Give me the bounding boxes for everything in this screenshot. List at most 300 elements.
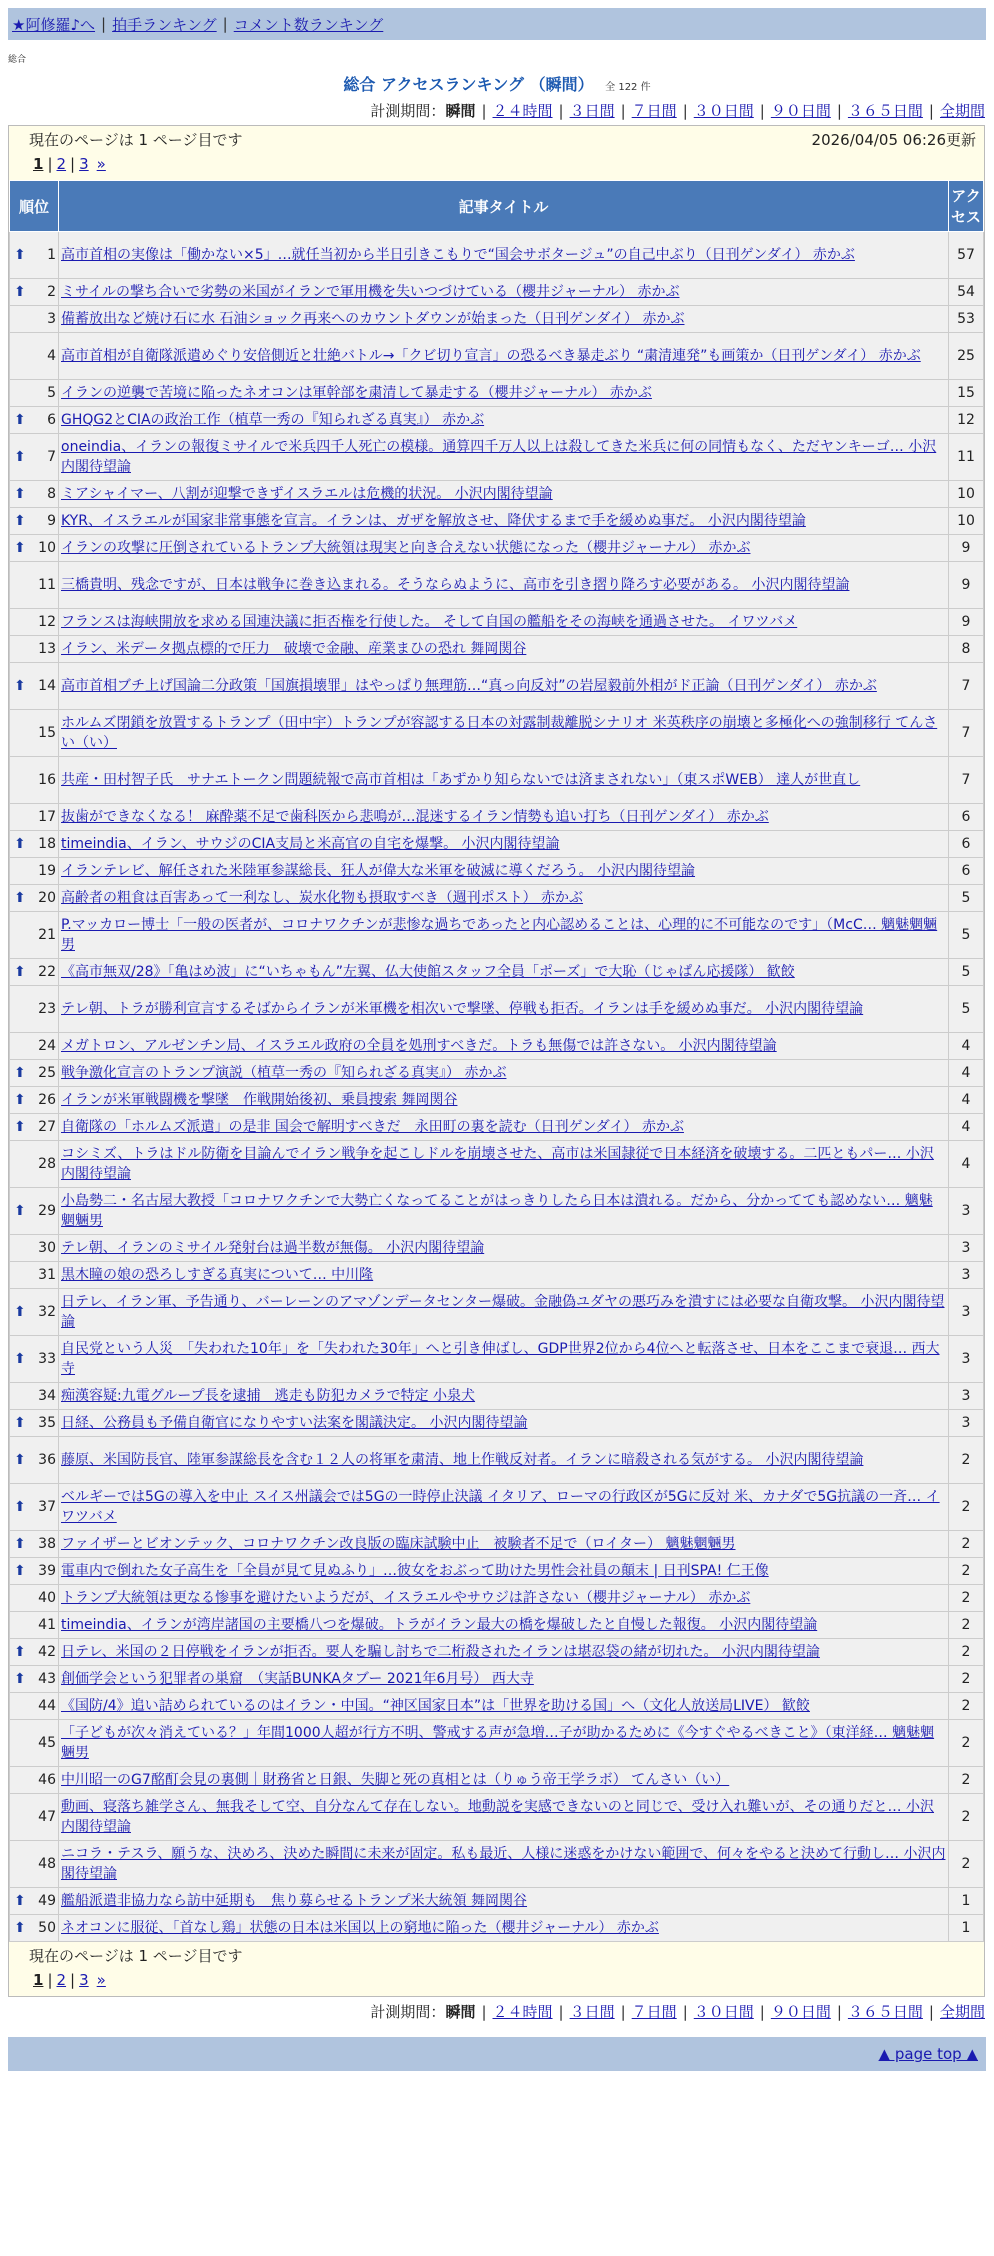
access-count: 5 (949, 959, 984, 986)
access-count: 6 (949, 804, 984, 831)
access-count: 2 (949, 1639, 984, 1666)
table-row (10, 959, 984, 986)
article-link[interactable]: 《国防/4》追い詰められているのはイラン・中国。“神区国家日本”は「世界を助ける国」へ（文化人放送局LIVE） 歓餃 (61, 1698, 810, 1714)
article-link[interactable]: 痴漢容疑:九電グループ長を逮捕 逃走も防犯カメラで特定 小泉犬 (61, 1388, 476, 1404)
page-top-link[interactable]: ▲ page top ▲ (878, 2045, 978, 2063)
rank-up-arrow-icon: ⬆ (14, 1119, 26, 1135)
access-header: アクセス (949, 181, 984, 232)
title-cell (59, 1060, 949, 1087)
title-cell (59, 1484, 949, 1531)
article-link[interactable]: 日テレ、イラン軍、予告通り、バーレーンのアマゾンデータセンター爆破。金融偽ユダヤの悪巧みを潰すには必要な自衛攻撃。 小沢内閣待望論 (61, 1294, 945, 1330)
access-count: 57 (949, 232, 984, 279)
current-page-text: 現在のページは 1 ページ目です (29, 1947, 243, 1965)
rank-up-arrow-icon: ⬆ (14, 540, 26, 556)
rank-number: 44 (38, 1698, 56, 1714)
title-cell (59, 636, 949, 663)
category-tag: 総合 (8, 55, 27, 65)
period-option[interactable]: 全期間 (939, 102, 985, 120)
rank-number: 3 (47, 311, 56, 327)
home-link[interactable]: ★阿修羅♪へ (12, 15, 96, 34)
access-count: 9 (949, 562, 984, 609)
rank-number: 30 (38, 1240, 56, 1256)
title-cell (59, 1767, 949, 1794)
access-count: 1 (949, 1888, 984, 1915)
rank-number: 41 (38, 1617, 56, 1633)
table-row (10, 232, 984, 279)
article-link[interactable]: oneindia、イランの報復ミサイルで米兵四千人死亡の模様。通算四千万人以上は殺してきた米兵に何の同情もなく、ただヤンキーゴ… 小沢内閣待望論 (61, 439, 937, 475)
table-row (10, 407, 984, 434)
rank-number: 13 (38, 641, 56, 657)
table-row (10, 1767, 984, 1794)
table-row (10, 535, 984, 562)
access-count: 4 (949, 1141, 984, 1188)
rank-up-arrow-icon: ⬆ (14, 1092, 26, 1108)
title-cell (59, 1720, 949, 1767)
rank-cell (10, 1383, 59, 1410)
rank-number: 10 (38, 540, 56, 556)
pager-bottom (9, 1942, 984, 1996)
period-option[interactable]: ２４時間 (492, 2003, 553, 2021)
title-cell (59, 1410, 949, 1437)
page-link[interactable]: 3 (79, 155, 89, 173)
table-row (10, 1531, 984, 1558)
article-link[interactable]: イラン、米データ拠点標的で圧力 破壊で金融、産業まひの恐れ 舞岡関谷 (61, 641, 527, 657)
rank-number: 18 (38, 836, 56, 852)
period-option[interactable]: ３０日間 (693, 102, 754, 120)
access-count: 2 (949, 1767, 984, 1794)
table-row (10, 912, 984, 959)
rank-cell (10, 1087, 59, 1114)
title-cell (59, 508, 949, 535)
table-row (10, 1693, 984, 1720)
article-link[interactable]: GHQG2とCIAの政治工作（植草一秀の『知られざる真実』） 赤かぶ (61, 412, 485, 428)
article-link[interactable]: ミサイルの撃ち合いで劣勢の米国がイランで軍用機を失いつづけている（櫻井ジャーナル） 赤かぶ (61, 284, 680, 300)
table-row (10, 1087, 984, 1114)
article-link[interactable]: ネオコンに服従、「首なし鶏」状態の日本は米国以上の窮地に陥った（櫻井ジャーナル） 赤かぶ (61, 1920, 659, 1936)
period-selector-top: 計測期間：瞬間 | ２４時間 | ３日間 | ７日間 | ３０日間 | ９０日間 | ３６５日間 | 全期間 (370, 102, 985, 120)
article-link[interactable]: 《高市無双/28》「亀はめ波」に“いちゃもん”左翼、仏大使館スタッフ全員「ポーズ」で大恥（じゃぱん応援隊） 歓餃 (61, 964, 795, 980)
rank-cell (10, 508, 59, 535)
table-row (10, 1585, 984, 1612)
article-link[interactable]: フランスは海峡開放を求める国連決議に拒否権を行使した。 そして自国の艦船をその海峡を通過させた。 イワツバメ (61, 614, 798, 630)
title-cell (59, 1188, 949, 1235)
rank-cell (10, 804, 59, 831)
table-row (10, 306, 984, 333)
rank-up-arrow-icon: ⬆ (14, 1644, 26, 1660)
rank-number: 48 (38, 1856, 56, 1872)
period-selector-bottom: 計測期間：瞬間 | ２４時間 | ３日間 | ７日間 | ３０日間 | ９０日間 | ３６５日間 | 全期間 (370, 2003, 985, 2021)
title-cell (59, 1531, 949, 1558)
rank-number: 21 (38, 927, 56, 943)
table-row (10, 1410, 984, 1437)
title-cell (59, 959, 949, 986)
rank-number: 23 (38, 1001, 56, 1017)
rank-number: 49 (38, 1893, 56, 1909)
rank-up-arrow-icon: ⬆ (14, 1920, 26, 1936)
rank-cell (10, 1033, 59, 1060)
article-link[interactable]: イランの攻撃に圧倒されているトランプ大統領は現実と向き合えない状態になった（櫻井ジャーナル） 赤かぶ (61, 540, 751, 556)
rank-number: 24 (38, 1038, 56, 1054)
rank-number: 38 (38, 1536, 56, 1552)
rank-up-arrow-icon: ⬆ (14, 890, 26, 906)
access-count: 10 (949, 508, 984, 535)
title-cell (59, 710, 949, 757)
table-row (10, 831, 984, 858)
period-option[interactable]: ９０日間 (770, 102, 831, 120)
table-row (10, 1612, 984, 1639)
article-link[interactable]: 日テレ、米国の２日停戦をイランが拒否。要人を騙し討ちで二桁殺されたイランは堪忍袋の緒が切れた。 小沢内閣待望論 (61, 1644, 820, 1660)
table-row (10, 710, 984, 757)
rank-cell (10, 1794, 59, 1841)
title-cell (59, 1841, 949, 1888)
rank-up-arrow-icon: ⬆ (14, 1563, 26, 1579)
clap-ranking-link[interactable]: 拍手ランキング (112, 15, 217, 34)
access-count: 2 (949, 1484, 984, 1531)
rank-cell (10, 407, 59, 434)
rank-number: 12 (38, 614, 56, 630)
rank-number: 8 (47, 486, 56, 502)
rank-cell (10, 757, 59, 804)
article-link[interactable]: 中川昭一のG7酩酊会見の裏側｜財務省と日銀、失脚と死の真相とは（りゅう帝王学ラボ） てんさい（い） (61, 1772, 730, 1788)
rank-up-arrow-icon: ⬆ (14, 449, 26, 465)
rank-up-arrow-icon: ⬆ (14, 284, 26, 300)
article-link[interactable]: メガトロン、アルゼンチン局、イスラエル政府の全員を処刑すべきだ。トラも無傷では許さない。 小沢内閣待望論 (61, 1038, 777, 1054)
article-link[interactable]: 動画、寝落ち雑学さん、無我そして空、自分なんて存在しない。地動説を実感できないのと同じで、受け入れ難いが、その通りだと… 小沢内閣待望論 (61, 1799, 935, 1835)
article-link[interactable]: timeindia、イラン、サウジのCIA支局と米高官の自宅を爆撃。 小沢内閣待望論 (61, 836, 560, 852)
access-count: 11 (949, 434, 984, 481)
rank-cell (10, 434, 59, 481)
article-link[interactable]: 高市首相の実像は「働かない×5」…就任当初から半日引きこもりで“国会サボタージュ”の自己中ぶり（日刊ゲンダイ） 赤かぶ (61, 247, 855, 263)
next-page-link[interactable]: » (96, 1971, 106, 1989)
rank-cell (10, 912, 59, 959)
table-row (10, 663, 984, 710)
article-link[interactable]: 抜歯ができなくなる！ 麻酔薬不足で歯科医から悲鳴が…混迷するイラン情勢も追い打ち（日刊ゲンダイ） 赤かぶ (61, 809, 769, 825)
rank-up-arrow-icon: ⬆ (14, 964, 26, 980)
table-row (10, 1558, 984, 1585)
current-page-text: 現在のページは 1 ページ目です (29, 131, 243, 149)
next-page-link[interactable]: » (96, 155, 106, 173)
page-link[interactable]: 2 (56, 155, 67, 173)
rank-number: 5 (47, 385, 56, 401)
rank-number: 14 (38, 678, 56, 694)
title-cell (59, 535, 949, 562)
rank-cell (10, 1484, 59, 1531)
period-option[interactable]: ７日間 (631, 102, 677, 120)
table-row (10, 1841, 984, 1888)
title-cell (59, 232, 949, 279)
rank-cell (10, 1767, 59, 1794)
access-count: 4 (949, 1087, 984, 1114)
table-row (10, 1235, 984, 1262)
rank-cell (10, 1289, 59, 1336)
rank-cell (10, 609, 59, 636)
article-link[interactable]: テレ朝、トラが勝利宣言するそばからイランが米軍機を相次いで撃墜、停戦も拒否。イランは手を緩めぬ事だ。 小沢内閣待望論 (61, 1001, 864, 1017)
period-option: 瞬間 (445, 102, 476, 120)
rank-cell (10, 1558, 59, 1585)
access-count: 3 (949, 1289, 984, 1336)
access-count: 3 (949, 1262, 984, 1289)
rank-cell (10, 1060, 59, 1087)
access-count: 9 (949, 535, 984, 562)
rank-number: 40 (38, 1590, 56, 1606)
article-link[interactable]: イランテレビ、解任された米陸軍参謀総長、狂人が偉大な米軍を破滅に導くだろう。 小沢内閣待望論 (61, 863, 696, 879)
rank-number: 39 (38, 1563, 56, 1579)
rank-cell (10, 1693, 59, 1720)
rank-header: 順位 (10, 181, 59, 232)
table-row (10, 858, 984, 885)
table-row (10, 636, 984, 663)
table-row (10, 757, 984, 804)
article-link[interactable]: ニコラ・テスラ、願うな、決めろ、決めた瞬間に未来が固定。私も最近、人様に迷惑をかけない範囲で、何々をやると決めて行動し… 小沢内閣待望論 (61, 1846, 946, 1882)
article-link[interactable]: イランが米軍戦闘機を撃墜 作戦開始後初、乗員捜索 舞岡関谷 (61, 1092, 458, 1108)
rank-cell (10, 885, 59, 912)
comment-ranking-link[interactable]: コメント数ランキング (233, 15, 384, 34)
article-link[interactable]: 共産・田村智子氏 サナエトークン問題続報で高市首相は「あずかり知らないでは済まされない」（東スポWEB） 達人が世直し (61, 772, 861, 788)
rank-cell (10, 481, 59, 508)
rank-cell (10, 562, 59, 609)
article-link[interactable]: 備蓄放出など焼け石に水 石油ショック再来へのカウントダウンが始まった（日刊ゲンダイ） 赤かぶ (61, 311, 685, 327)
updated-datetime: 2026/04/05 06:26更新 (811, 131, 976, 149)
title-header: 記事タイトル (59, 181, 949, 232)
article-link[interactable]: timeindia、イランが湾岸諸国の主要橋八つを爆破。トラがイラン最大の橋を爆破したと自慢した報復。 小沢内閣待望論 (61, 1617, 818, 1633)
article-link[interactable]: 黒木瞳の娘の恐ろしすぎる真実について… 中川隆 (61, 1267, 374, 1283)
table-row (10, 1141, 984, 1188)
period-option[interactable]: ９０日間 (770, 2003, 831, 2021)
article-link[interactable]: トランプ大統領は更なる惨事を避けたいようだが、イスラエルやサウジは許さない（櫻井ジャーナル） 赤かぶ (61, 1590, 751, 1606)
rank-up-arrow-icon: ⬆ (14, 1203, 26, 1219)
period-option[interactable]: ３日間 (569, 2003, 615, 2021)
rank-number: 33 (38, 1351, 56, 1367)
rank-number: 26 (38, 1092, 56, 1108)
article-link[interactable]: 自民党という人災 「失われた10年」を「失われた30年」へと引き伸ばし、GDP世界2位から4位へと転落させ、日本をここまで衰退… 西大寺 (61, 1341, 940, 1377)
title-cell (59, 407, 949, 434)
article-link[interactable]: 三橋貴明、残念ですが、日本は戦争に巻き込まれる。そうならぬように、高市を引き摺り降ろす必要がある。 小沢内閣待望論 (61, 577, 850, 593)
access-count: 2 (949, 1558, 984, 1585)
access-count: 2 (949, 1612, 984, 1639)
article-link[interactable]: 「子どもが次々消えている？」年間1000人超が行方不明、警戒する声が急増…子が助かるために《今すぐやるべきこと》（東洋経… 魑魅魍魎男 (61, 1725, 935, 1761)
title-cell (59, 609, 949, 636)
rank-cell (10, 710, 59, 757)
page-link: 1 (33, 155, 44, 173)
rank-number: 45 (38, 1735, 56, 1751)
article-link[interactable]: テレ朝、イランのミサイル発射台は過半数が無傷。 小沢内閣待望論 (61, 1240, 485, 1256)
rank-cell (10, 535, 59, 562)
table-row (10, 804, 984, 831)
rank-cell (10, 986, 59, 1033)
access-count: 4 (949, 1114, 984, 1141)
rank-cell (10, 1585, 59, 1612)
access-count: 4 (949, 1033, 984, 1060)
article-link[interactable]: 戦争激化宣言のトランプ演説（植草一秀の『知られざる真実』） 赤かぶ (61, 1065, 507, 1081)
rank-number: 1 (47, 247, 56, 263)
ranking-box (8, 125, 985, 1997)
access-count: 3 (949, 1383, 984, 1410)
title-cell (59, 831, 949, 858)
ranking-table (9, 180, 984, 1942)
rank-number: 19 (38, 863, 56, 879)
access-count: 10 (949, 481, 984, 508)
access-count: 3 (949, 1336, 984, 1383)
rank-number: 11 (38, 577, 56, 593)
rank-number: 50 (38, 1920, 56, 1936)
title-cell (59, 804, 949, 831)
title-cell (59, 1033, 949, 1060)
article-link[interactable]: コシミズ、トラはドル防衛を目論んでイラン戦争を起こしドルを崩壊させた、高市は米国隷従で日本経済を破壊する。二匹ともパー… 小沢内閣待望論 (61, 1146, 934, 1182)
title-cell (59, 1693, 949, 1720)
rank-cell (10, 1531, 59, 1558)
article-link[interactable]: 創価学会という犯罪者の巣窟 （実話BUNKAタブー 2021年6月号） 西大寺 (61, 1671, 534, 1687)
table-row (10, 1437, 984, 1484)
article-link[interactable]: ミアシャイマー、八割が迎撃できずイスラエルは危機的状況。 小沢内閣待望論 (61, 486, 553, 502)
rank-up-arrow-icon: ⬆ (14, 247, 26, 263)
rank-number: 31 (38, 1267, 56, 1283)
top-nav: ★阿修羅♪へ | 拍手ランキング | コメント数ランキング (8, 8, 986, 40)
article-link[interactable]: 日経、公務員も予備自衛官になりやすい法案を閣議決定。 小沢内閣待望論 (61, 1415, 528, 1431)
access-count: 1 (949, 1915, 984, 1942)
article-link[interactable]: 小島勢二・名古屋大教授「コロナワクチンで大勢亡くなってることがはっきりしたら日本は潰れる。だから、分かってても認めない… 魑魅魍魎男 (61, 1193, 933, 1229)
page-link[interactable]: 3 (79, 1971, 89, 1989)
rank-number: 28 (38, 1156, 56, 1172)
title-cell (59, 1262, 949, 1289)
period-label: 計測期間： (370, 102, 446, 120)
access-count: 2 (949, 1585, 984, 1612)
rank-cell (10, 1188, 59, 1235)
rank-cell (10, 380, 59, 407)
rank-cell (10, 959, 59, 986)
rank-cell (10, 279, 59, 306)
page-link[interactable]: 2 (56, 1971, 67, 1989)
article-link[interactable]: KYR、イスラエルが国家非常事態を宣言。イランは、ガザを解放させ、降伏するまで手を緩めぬ事だ。 小沢内閣待望論 (61, 513, 806, 529)
access-count: 6 (949, 858, 984, 885)
rank-number: 6 (47, 412, 56, 428)
table-row (10, 1484, 984, 1531)
article-link[interactable]: ベルギーでは5Gの導入を中止 スイス州議会では5Gの一時停止決議 イタリア、ローマの行政区が5Gに反対 米、カナダで5G抗議の一斉… イワツバメ (61, 1489, 940, 1525)
rank-up-arrow-icon: ⬆ (14, 678, 26, 694)
article-link[interactable]: イランの逆襲で苦境に陥ったネオコンは軍幹部を粛清して暴走する（櫻井ジャーナル） 赤かぶ (61, 385, 652, 401)
rank-cell (10, 1114, 59, 1141)
rank-number: 9 (47, 513, 56, 529)
table-row (10, 380, 984, 407)
rank-cell (10, 1915, 59, 1942)
rank-cell (10, 1410, 59, 1437)
article-link[interactable]: ファイザーとビオンテック、コロナワクチン改良版の臨床試験中止 被験者不足で（ロイター） 魑魅魍魎男 (61, 1536, 736, 1552)
period-label: 計測期間： (370, 2003, 446, 2021)
rank-number: 4 (47, 348, 56, 364)
table-row (10, 1915, 984, 1942)
table-row (10, 986, 984, 1033)
table-row (10, 1666, 984, 1693)
rank-number: 36 (38, 1452, 56, 1468)
rank-cell (10, 1888, 59, 1915)
rank-up-arrow-icon: ⬆ (14, 1499, 26, 1515)
total-count: 全 122 件 (605, 82, 651, 93)
rank-number: 25 (38, 1065, 56, 1081)
rank-up-arrow-icon: ⬆ (14, 412, 26, 428)
rank-number: 16 (38, 772, 56, 788)
period-option[interactable]: ３６５日間 (847, 102, 923, 120)
rank-number: 47 (38, 1809, 56, 1825)
access-count: 6 (949, 831, 984, 858)
access-count: 54 (949, 279, 984, 306)
rank-up-arrow-icon: ⬆ (14, 486, 26, 502)
article-link[interactable]: 高市首相ブチ上げ国論二分政策「国旗損壊罪」はやっぱり無理筋…“真っ向反対”の岩屋毅前外相がド正論（日刊ゲンダイ） 赤かぶ (61, 678, 877, 694)
title-cell (59, 1289, 949, 1336)
period-option[interactable]: 全期間 (939, 2003, 985, 2021)
title-cell (59, 1639, 949, 1666)
rank-up-arrow-icon: ⬆ (14, 513, 26, 529)
access-count: 7 (949, 663, 984, 710)
rank-number: 7 (47, 449, 56, 465)
title-cell (59, 481, 949, 508)
table-row (10, 434, 984, 481)
access-count: 2 (949, 1794, 984, 1841)
page-link: 1 (33, 1971, 44, 1989)
access-count: 4 (949, 1060, 984, 1087)
table-row (10, 1033, 984, 1060)
rank-cell (10, 831, 59, 858)
period-option[interactable]: ２４時間 (492, 102, 553, 120)
rank-cell (10, 306, 59, 333)
period-option[interactable]: ３０日間 (693, 2003, 754, 2021)
rank-cell (10, 1262, 59, 1289)
rank-number: 32 (38, 1304, 56, 1320)
table-row (10, 1794, 984, 1841)
period-option[interactable]: ３６５日間 (847, 2003, 923, 2021)
access-count: 2 (949, 1693, 984, 1720)
access-count: 3 (949, 1188, 984, 1235)
period-option[interactable]: ３日間 (569, 102, 615, 120)
table-row (10, 1720, 984, 1767)
article-link[interactable]: P.マッカロー博士「一般の医者が、コロナワクチンが悲惨な過ちであったと内心認めることは、心理的に不可能なのです」（McC… 魑魅魍魎男 (61, 917, 938, 953)
title-cell (59, 912, 949, 959)
access-count: 8 (949, 636, 984, 663)
rank-up-arrow-icon: ⬆ (14, 1893, 26, 1909)
table-row (10, 1262, 984, 1289)
access-count: 5 (949, 912, 984, 959)
access-count: 2 (949, 1666, 984, 1693)
page-title (0, 74, 994, 96)
article-link[interactable]: ホルムズ閉鎖を放置するトランプ（田中宇）トランプが容認する日本の対露制裁離脱シナリオ 米英秩序の崩壊と多極化への強制移行 てんさい（い） (61, 715, 938, 751)
period-option: 瞬間 (445, 2003, 476, 2021)
table-row (10, 279, 984, 306)
access-count: 9 (949, 609, 984, 636)
title-cell (59, 562, 949, 609)
rank-number: 29 (38, 1203, 56, 1219)
rank-cell (10, 1666, 59, 1693)
rank-up-arrow-icon: ⬆ (14, 1671, 26, 1687)
table-row (10, 1888, 984, 1915)
title-cell (59, 1888, 949, 1915)
rank-cell (10, 1336, 59, 1383)
table-row (10, 1289, 984, 1336)
article-link[interactable]: 高市首相が自衛隊派遣めぐり安倍側近と壮絶バトル→「クビ切り宣言」の恐るべき暴走ぶり “粛清連発”も画策か（日刊ゲンダイ） 赤かぶ (61, 348, 921, 364)
rank-number: 17 (38, 809, 56, 825)
article-link[interactable]: 藤原、米国防長官、陸軍参謀総長を含む１２人の将軍を粛清、地上作戦反対者。イランに暗殺される気がする。 小沢内閣待望論 (61, 1452, 864, 1468)
article-link[interactable]: 自衛隊の「ホルムズ派遣」の是非 国会で解明すべきだ 永田町の裏を読む（日刊ゲンダイ） 赤かぶ (61, 1119, 684, 1135)
access-count: 2 (949, 1437, 984, 1484)
title-cell (59, 1383, 949, 1410)
table-row (10, 609, 984, 636)
rank-number: 37 (38, 1499, 56, 1515)
article-link[interactable]: 艦船派遣非協力なら訪中延期も 焦り募らせるトランプ米大統領 舞岡関谷 (61, 1893, 528, 1909)
article-link[interactable]: 高齢者の粗食は百害あって一利なし、炭水化物も摂取すべき（週刊ポスト） 赤かぶ (61, 890, 584, 906)
article-link[interactable]: 電車内で倒れた女子高生を「全員が見て見ぬふり」…彼女をおぶって助けた男性会社員の顛末 | 日刊SPA! 仁王像 (61, 1563, 769, 1579)
table-row (10, 1114, 984, 1141)
rank-cell (10, 1141, 59, 1188)
period-option[interactable]: ７日間 (631, 2003, 677, 2021)
title-cell (59, 1437, 949, 1484)
rank-cell (10, 663, 59, 710)
